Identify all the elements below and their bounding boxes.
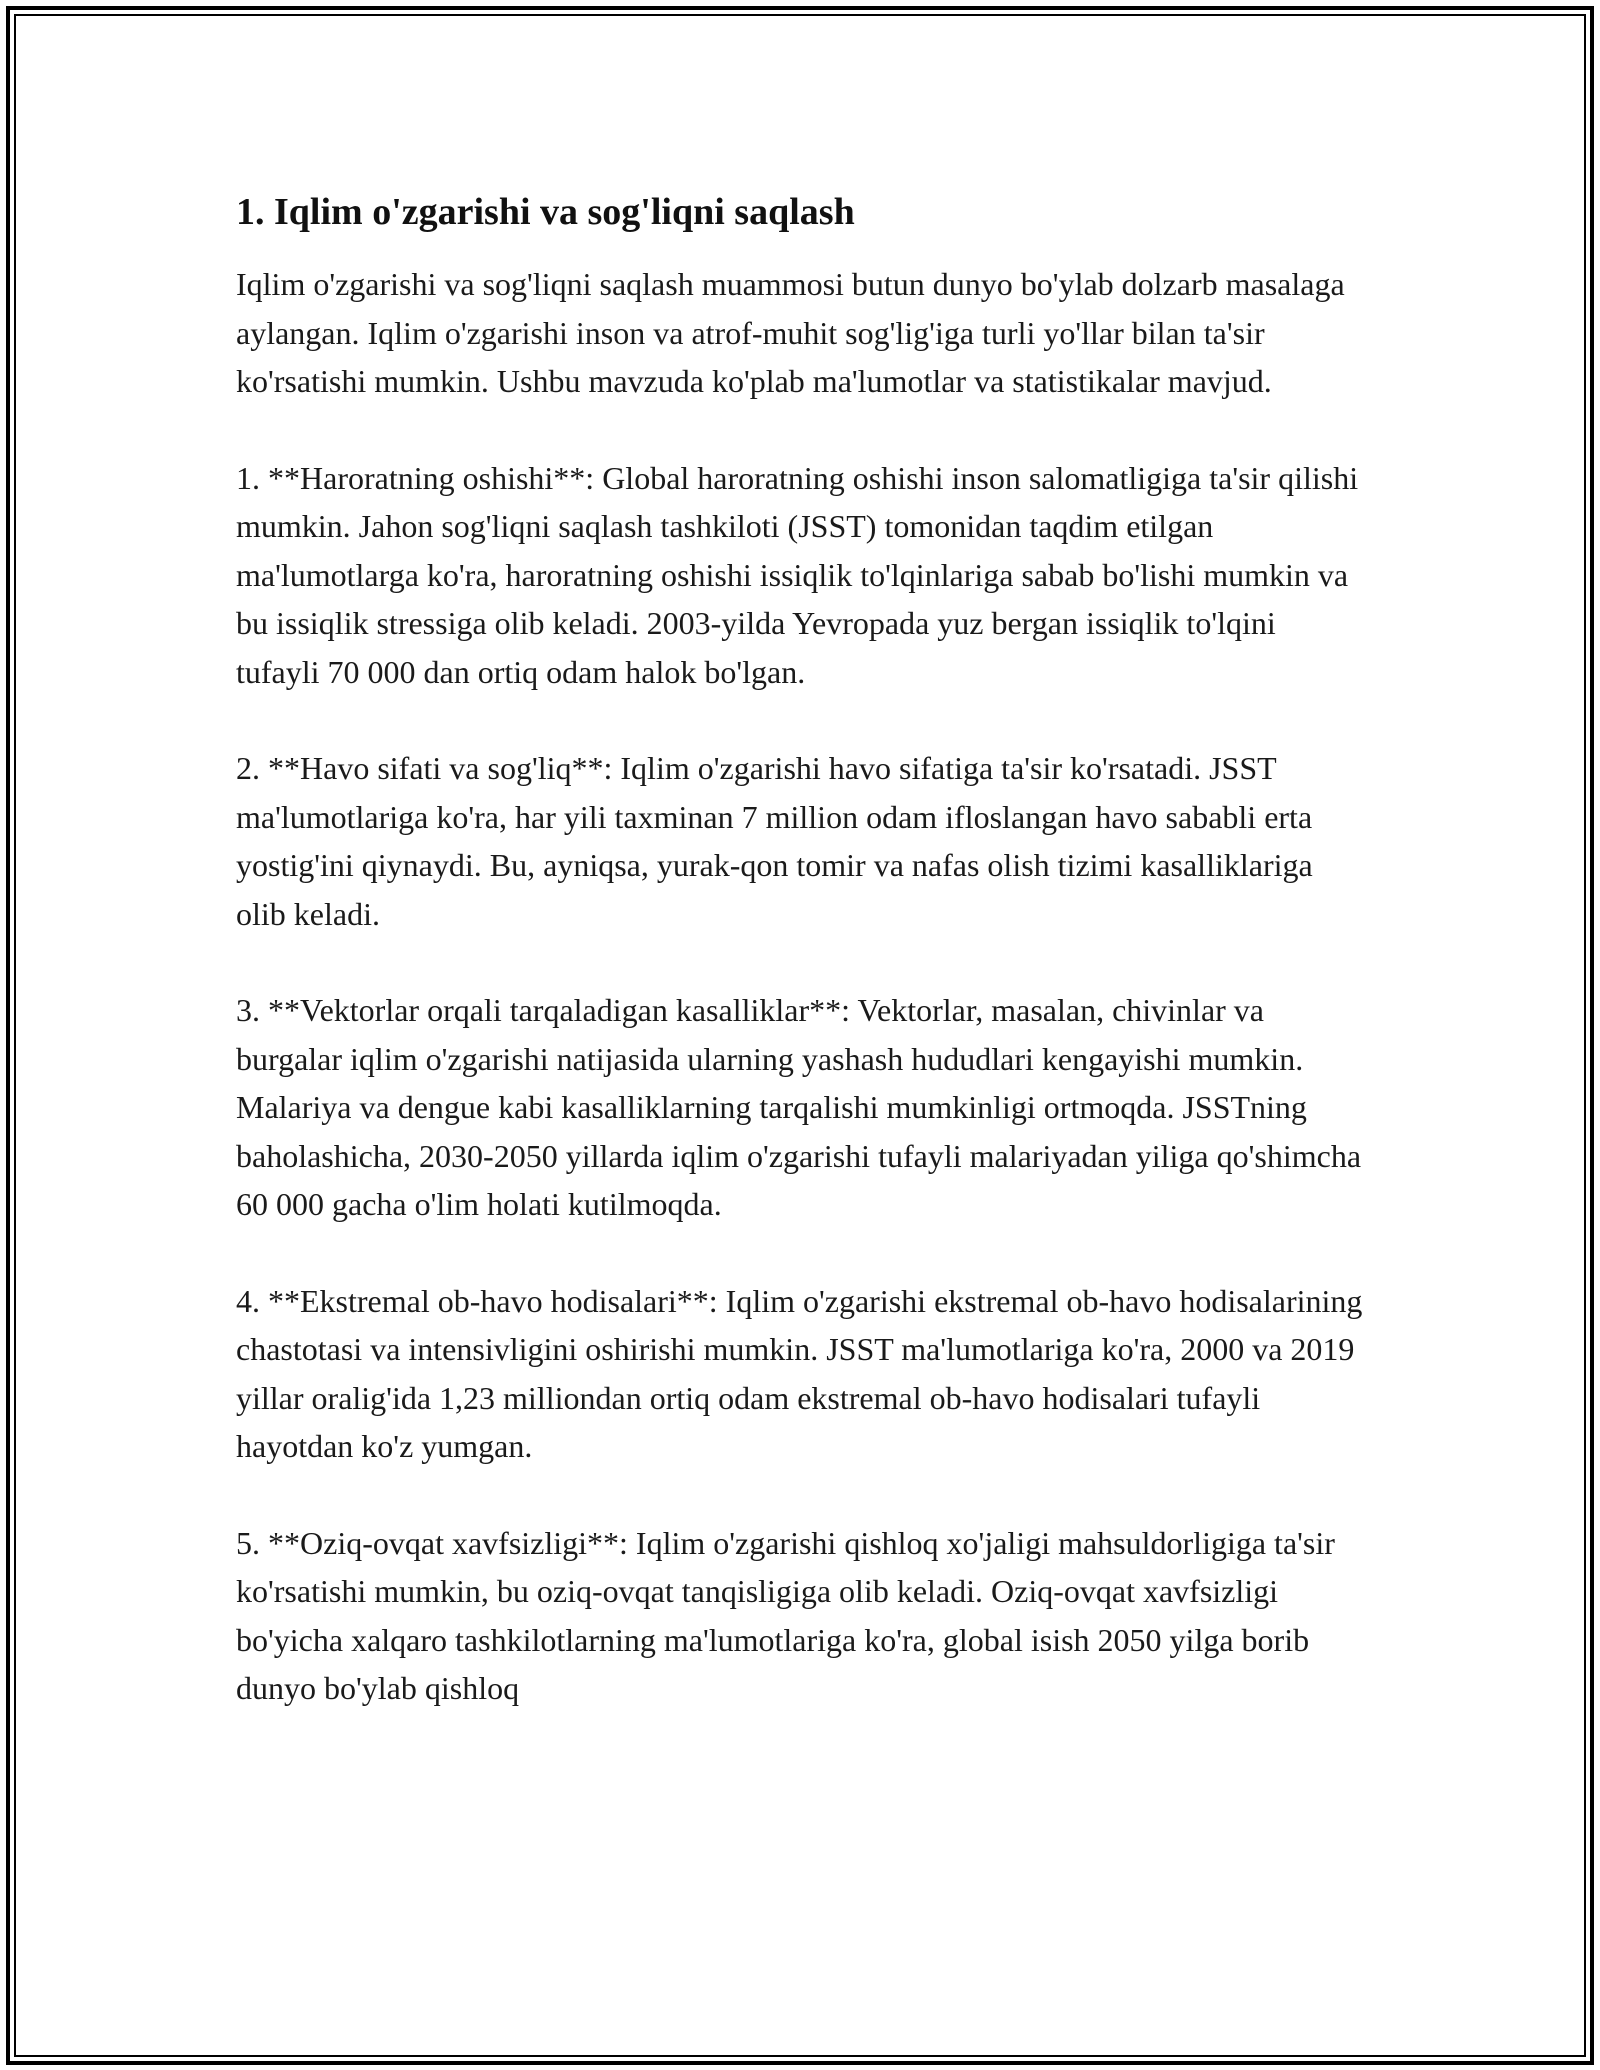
list-item-1: 1. **Haroratning oshishi**: Global haroratning oshishi inson salomatligiga ta'sir qilishi mumkin. Jahon sog'liqni saqlash tashkiloti (JSST) tomonidan taqdim etilgan ma'lumotlarga ko'ra, haroratning oshishi issiqlik to'lqinlariga sabab bo'lishi mumkin va bu issiqlik stressiga olib keladi. 2003-yilda Yevropada yuz bergan issiqlik to'lqini tufayli 70 000 dan ortiq odam halok bo'lgan. bbox=[236, 459, 1359, 690]
document-title: 1. Iqlim o'zgarishi va sog'liqni saqlash bbox=[236, 191, 855, 233]
list-item-5: 5. **Oziq-ovqat xavfsizligi**: Iqlim o'zgarishi qishloq xo'jaligi mahsuldorligiga ta'sir ko'rsatishi mumkin, bu oziq-ovqat tanqisligiga olib keladi. Oziq-ovqat xavfsizligi bo'yicha xalqaro tashkilotlarning ma'lumotlariga ko'ra, global isish 2050 yilga borib dunyo bo'ylab qishloq bbox=[236, 1524, 1335, 1706]
intro-paragraph: Iqlim o'zgarishi va sog'liqni saqlash muammosi butun dunyo bo'ylab dolzarb masalaga aylangan. Iqlim o'zgarishi inson va atrof-muhit sog'lig'iga turli yo'llar bilan ta'sir ko'rsatishi mumkin. Ushbu mavzuda ko'plab ma'lumotlar va statistikalar mavjud. bbox=[236, 266, 1345, 399]
document-body bbox=[236, 188, 1366, 1713]
list-item-2: 2. **Havo sifati va sog'liq**: Iqlim o'zgarishi havo sifatiga ta'sir ko'rsatadi. JSST ma'lumotlariga ko'ra, har yili taxminan 7 million odam ifloslangan havo sababli erta yostig'ini qiynaydi. Bu, ayniqsa, yurak-qon tomir va nafas olish tizimi kasalliklariga olib keladi. bbox=[236, 750, 1313, 932]
list-item-3: 3. **Vektorlar orqali tarqaladigan kasalliklar**: Vektorlar, masalan, chivinlar va burgalar iqlim o'zgarishi natijasida ularning yashash hududlari kengayishi mumkin. Malariya va dengue kabi kasalliklarning tarqalishi mumkinligi ortmoqda. JSSTning baholashicha, 2030-2050 yillarda iqlim o'zgarishi tufayli malariyadan yiliga qo'shimcha 60 000 gacha o'lim holati kutilmoqda. bbox=[236, 992, 1362, 1222]
list-item-4: 4. **Ekstremal ob-havo hodisalari**: Iqlim o'zgarishi ekstremal ob-havo hodisalarining chastotasi va intensivligini oshirishi mumkin. JSST ma'lumotlariga ko'ra, 2000 va 2019 yillar oralig'ida 1,23 milliondan ortiq odam ekstremal ob-havo hodisalari tufayli hayotdan ko'z yumgan. bbox=[236, 1282, 1363, 1464]
